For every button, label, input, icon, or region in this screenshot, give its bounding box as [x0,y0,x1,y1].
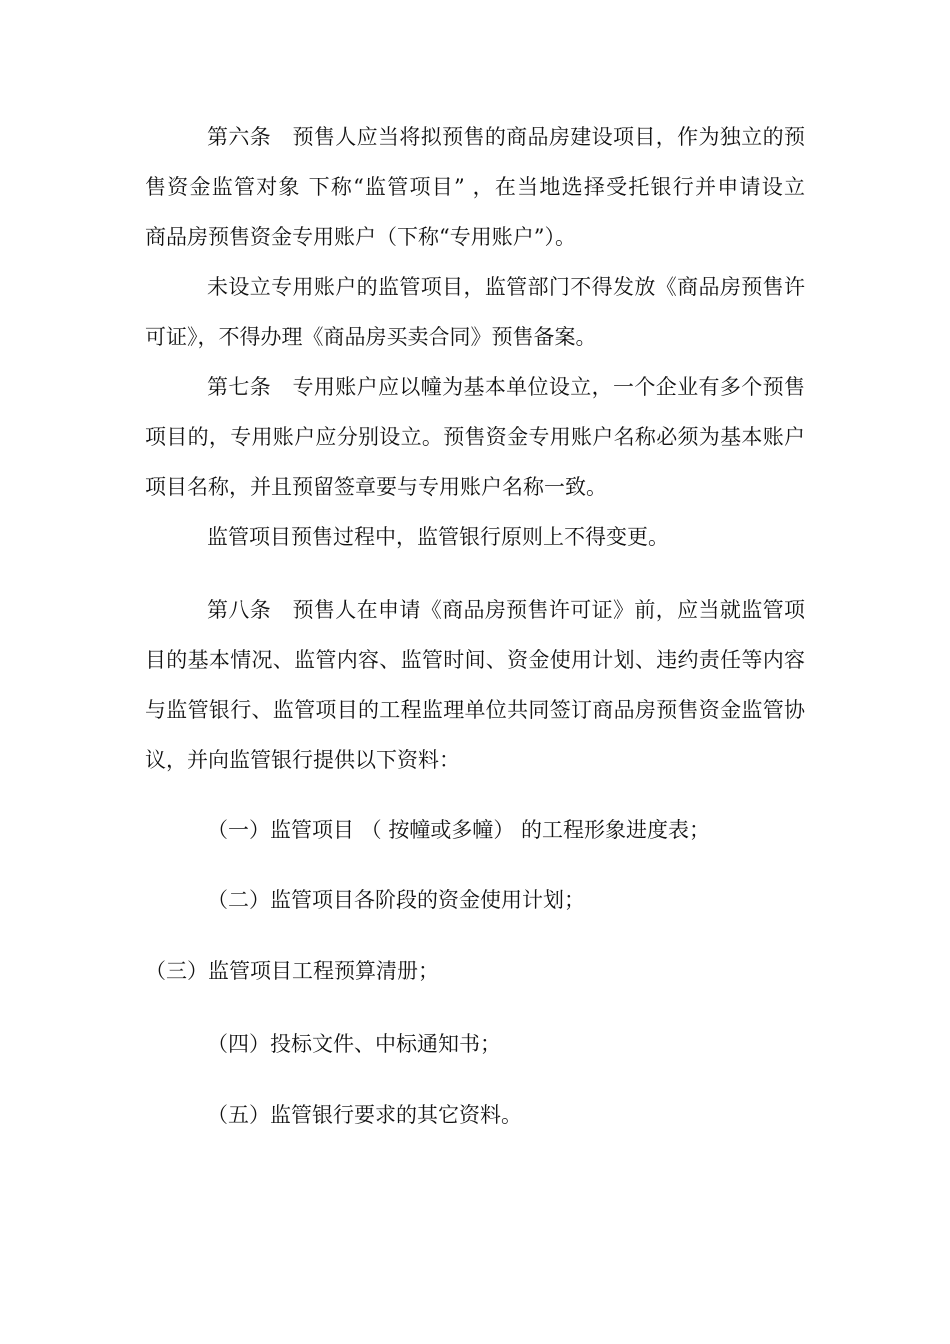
article7-line3: 项目名称，并且预留签章要与专用账户名称一致。 [145,475,607,499]
article6-line2: 售资金监管对象 下称“监管项目” ，在当地选择受托银行并申请设立 [145,175,805,199]
article8-line1: 第八条 预售人在申请《商品房预售许可证》前，应当就监管项 [207,598,805,622]
article7-line2: 项目的，专用账户应分别设立。预售资金专用账户名称必须为基本账户 [145,425,805,449]
item-1: （一）监管项目 （ 按幢或多幢） 的工程形象进度表； [207,818,711,842]
item-3: （三）监管项目工程预算清册； [145,959,439,983]
article8-line3: 与监管银行、监管项目的工程监理单位共同签订商品房预售资金监管协 [145,698,805,722]
article6-para2-line2: 可证》，不得办理《商品房买卖合同》预售备案。 [145,325,597,349]
article6-line1: 第六条 预售人应当将拟预售的商品房建设项目，作为独立的预 [207,125,805,149]
article7-para2-line1: 监管项目预售过程中，监管银行原则上不得变更。 [207,525,669,549]
item-4: （四）投标文件、中标通知书； [207,1032,501,1056]
item-5: （五）监管银行要求的其它资料。 [207,1103,522,1127]
article8-line2: 目的基本情况、监管内容、监管时间、资金使用计划、违约责任等内容 [145,648,805,672]
article6-para2-line1: 未设立专用账户的监管项目，监管部门不得发放《商品房预售许 [207,275,805,299]
article7-line1: 第七条 专用账户应以幢为基本单位设立，一个企业有多个预售 [207,375,805,399]
item-2: （二）监管项目各阶段的资金使用计划； [207,888,585,912]
article6-line3: 商品房预售资金专用账户（下称“专用账户”）。 [145,225,576,249]
article8-line4: 议，并向监管银行提供以下资料： [145,748,460,772]
